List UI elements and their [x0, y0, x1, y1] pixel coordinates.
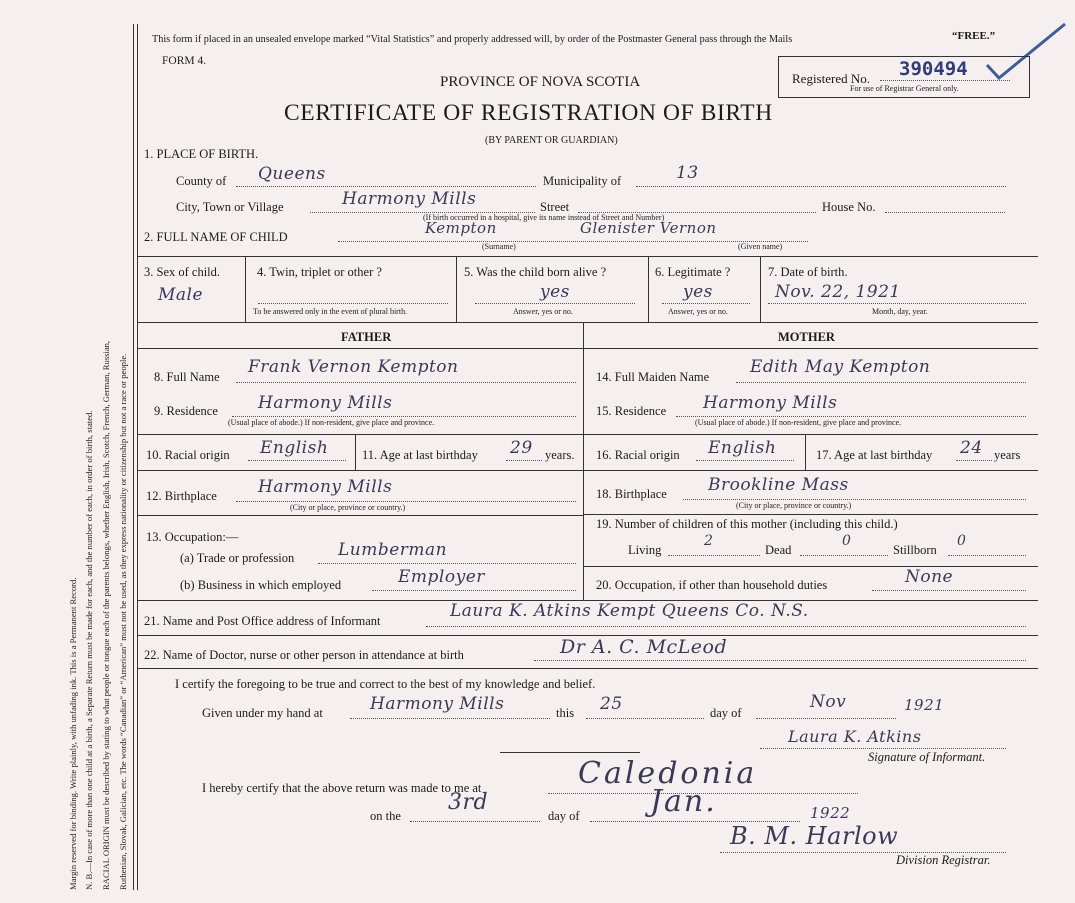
legitimate-note: Answer, yes or no.: [668, 307, 728, 316]
mother-occupation-label: 20. Occupation, if other than household duties: [596, 578, 828, 592]
registered-label: Registered No.: [792, 71, 870, 86]
free-stamp: “FREE.”: [952, 30, 996, 42]
mother-race-label: 16. Racial origin: [596, 448, 680, 462]
margin-note-nb: N. B.—In case of more than one child at a birth, a Separate Return must be made for each, and the number of each, in order of birth, stated.: [84, 410, 94, 890]
surname-note: (Surname): [482, 242, 516, 251]
father-age-label: 11. Age at last birthday: [362, 448, 478, 462]
municipality-label: Municipality of: [543, 174, 622, 188]
mother-birthplace-note: (City or place, province or country.): [736, 501, 852, 510]
place-heading: 1. PLACE OF BIRTH.: [144, 147, 259, 161]
street-label: Street: [540, 200, 570, 214]
mail-notice: This form if placed in an unsealed envelope marked “Vital Statistics” and properly addressed will, by order of the Postmaster General pass through the Mails: [152, 34, 793, 45]
mother-residence-note: (Usual place of abode.) If non-resident, give place and province.: [695, 418, 902, 427]
registrar-day-value: 3rd: [448, 790, 489, 815]
alive-value: yes: [540, 282, 570, 302]
certify-day-value: 25: [600, 694, 623, 714]
certify-statement: I certify the foregoing to be true and correct to the best of my knowledge and belief.: [175, 677, 596, 691]
margin-border-inner: [137, 24, 138, 890]
living-value: 2: [704, 533, 714, 549]
dead-value: 0: [842, 533, 852, 549]
mother-occupation-value: None: [905, 567, 954, 587]
mother-age-value: 24: [960, 438, 983, 458]
informant-label: 21. Name and Post Office address of Informant: [144, 614, 381, 628]
county-value: Queens: [258, 164, 326, 184]
on-the-label: on the: [370, 809, 401, 823]
legitimate-value: yes: [683, 282, 713, 302]
certify-month-value: Nov: [810, 692, 847, 712]
margin-note-binding: Margin reserved for binding. Write plainly, with unfading ink. This is a Permanent Record.: [68, 577, 78, 890]
dob-value: Nov. 22, 1921: [775, 282, 901, 302]
registrar-month-value: Jan.: [650, 784, 717, 819]
informant-signature: Laura K. Atkins: [788, 727, 922, 746]
mother-age-unit: years: [994, 448, 1021, 462]
father-occupation-label: 13. Occupation:—: [146, 530, 239, 544]
living-label: Living: [628, 543, 662, 557]
mother-age-label: 17. Age at last birthday: [816, 448, 933, 462]
trade-value: Lumberman: [338, 540, 448, 560]
county-label: County of: [176, 174, 227, 188]
sex-value: Male: [158, 285, 204, 305]
given-place-value: Harmony Mills: [370, 694, 505, 714]
mother-name-label: 14. Full Maiden Name: [596, 370, 710, 384]
father-residence-value: Harmony Mills: [258, 393, 393, 413]
mother-name-value: Edith May Kempton: [750, 357, 931, 377]
father-birthplace-note: (City or place, province or country.): [290, 503, 406, 512]
informant-signature-label: Signature of Informant.: [868, 750, 986, 764]
business-label: (b) Business in which employed: [180, 578, 342, 592]
city-value: Harmony Mills: [342, 189, 477, 209]
registered-note: For use of Registrar General only.: [850, 84, 959, 93]
dob-label: 7. Date of birth.: [768, 265, 848, 279]
father-residence-note: (Usual place of abode.) If non-resident, give place and province.: [228, 418, 435, 427]
given-name-note: (Given name): [738, 242, 783, 251]
margin-note-racial: RACIAL ORIGIN must be described by stating to what people or tongue each of the parents belongs, whether English, Irish, Scotch, French, German, Russian,: [101, 340, 111, 890]
legitimate-label: 6. Legitimate ?: [655, 265, 731, 279]
child-surname: Kempton: [425, 219, 497, 237]
dead-label: Dead: [765, 543, 792, 557]
mother-heading: MOTHER: [778, 330, 835, 344]
registrar-year-value: 1922: [810, 804, 851, 822]
stillborn-value: 0: [957, 533, 967, 549]
sex-label: 3. Sex of child.: [144, 265, 221, 279]
page-subtitle: (BY PARENT OR GUARDIAN): [485, 135, 618, 146]
informant-value: Laura K. Atkins Kempt Queens Co. N.S.: [450, 601, 809, 621]
margin-border: [133, 24, 134, 890]
page-title: CERTIFICATE OF REGISTRATION OF BIRTH: [284, 100, 773, 126]
mother-birthplace-value: Brookline Mass: [708, 475, 849, 495]
alive-label: 5. Was the child born alive ?: [464, 265, 607, 279]
given-under-label: Given under my hand at: [202, 706, 323, 720]
this-label: this: [556, 706, 575, 720]
father-heading: FATHER: [341, 330, 392, 344]
child-given-name: Glenister Vernon: [580, 219, 717, 237]
registrar-signature: B. M. Harlow: [730, 822, 899, 850]
father-name-value: Frank Vernon Kempton: [248, 357, 459, 377]
children-label: 19. Number of children of this mother (including this child.): [596, 517, 898, 531]
mother-birthplace-label: 18. Birthplace: [596, 487, 667, 501]
certify-year-value: 1921: [904, 696, 945, 714]
municipality-value: 13: [676, 163, 699, 183]
father-age-unit: years.: [545, 448, 575, 462]
twin-label: 4. Twin, triplet or other ?: [257, 265, 382, 279]
father-race-label: 10. Racial origin: [146, 448, 230, 462]
father-race-value: English: [260, 438, 329, 458]
father-residence-label: 9. Residence: [154, 404, 218, 418]
city-label: City, Town or Village: [176, 200, 284, 214]
child-name-label: 2. FULL NAME OF CHILD: [144, 230, 288, 244]
province-heading: PROVINCE OF NOVA SCOTIA: [440, 74, 641, 90]
day-of-label: day of: [710, 706, 742, 720]
doctor-label: 22. Name of Doctor, nurse or other person in attendance at birth: [144, 648, 464, 662]
registered-number: 390494: [899, 58, 968, 80]
twin-note: To be answered only in the event of plural birth.: [253, 307, 408, 316]
father-birthplace-value: Harmony Mills: [258, 477, 393, 497]
form-number: FORM 4.: [162, 55, 207, 67]
alive-note: Answer, yes or no.: [513, 307, 573, 316]
mother-race-value: English: [708, 438, 777, 458]
street-note: (If birth occurred in a hospital, give its name instead of Street and Number): [423, 213, 665, 222]
stillborn-label: Stillborn: [893, 543, 937, 557]
mother-residence-label: 15. Residence: [596, 404, 667, 418]
registrar-signature-label: Division Registrar.: [896, 853, 991, 867]
mother-residence-value: Harmony Mills: [703, 393, 838, 413]
dob-note: Month, day, year.: [872, 307, 928, 316]
business-value: Employer: [398, 567, 485, 587]
registrar-statement: I hereby certify that the above return was made to me at: [202, 781, 482, 795]
margin-note-racial-cont: Ruthenian, Slovak, Galician, etc. The words “Canadian” or “American” must not be used, as they express nationality or citizenship but not a race or people.: [118, 353, 128, 890]
trade-label: (a) Trade or profession: [180, 551, 295, 565]
house-label: House No.: [822, 200, 876, 214]
registrar-day-of-label: day of: [548, 809, 580, 823]
registrar-place-value: Caledonia: [578, 756, 758, 791]
father-age-value: 29: [510, 438, 533, 458]
father-name-label: 8. Full Name: [154, 370, 220, 384]
father-birthplace-label: 12. Birthplace: [146, 489, 217, 503]
doctor-value: Dr A. C. McLeod: [560, 636, 728, 658]
